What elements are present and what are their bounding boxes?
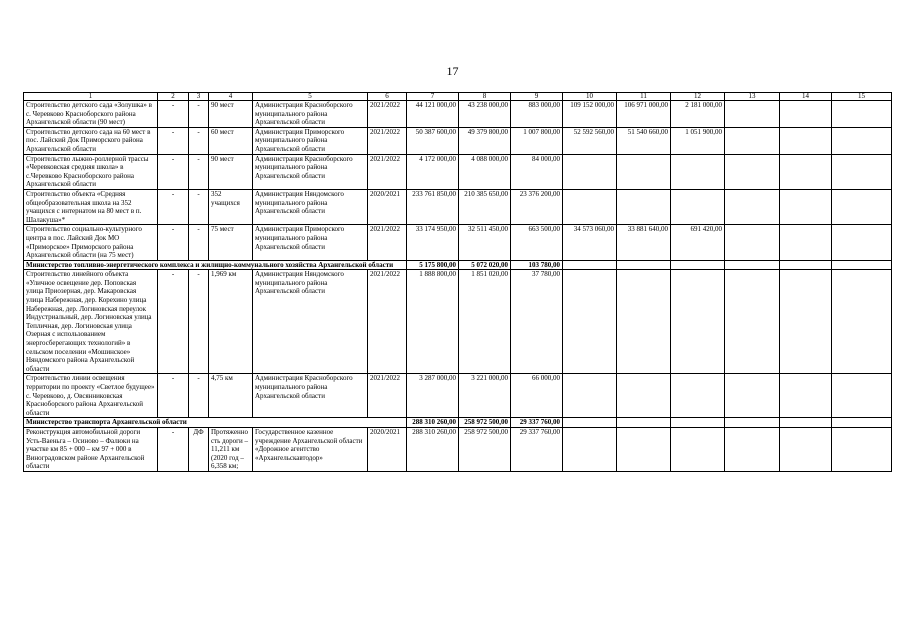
table-cell bbox=[671, 270, 725, 374]
table-cell bbox=[617, 270, 671, 374]
table-cell: - bbox=[189, 127, 209, 154]
table-cell: Строительство лыжно-роллерной трассы «Черевковская средняя школа» в с.Черевково Красноборского района Архангельской области bbox=[24, 154, 158, 189]
table-cell: 883 000,00 bbox=[511, 101, 563, 128]
table-cell: 2020/2021 bbox=[368, 427, 407, 471]
table-row bbox=[24, 189, 892, 224]
section-total-cell: 5 175 800,00 bbox=[407, 260, 459, 270]
section-total-cell: 5 072 020,00 bbox=[459, 260, 511, 270]
table-cell bbox=[832, 427, 892, 471]
table-cell bbox=[563, 189, 617, 224]
table-cell bbox=[725, 374, 780, 418]
table-cell: 3 221 000,00 bbox=[459, 374, 511, 418]
table-cell bbox=[832, 374, 892, 418]
table-cell bbox=[780, 427, 832, 471]
table-cell: 2 181 000,00 bbox=[671, 101, 725, 128]
table-cell: 2021/2022 bbox=[368, 101, 407, 128]
column-number: 9 bbox=[511, 93, 563, 101]
table-cell: Строительство социально-культурного центра в пос. Лайский Док МО «Приморское» Приморского района Архангельской области (на 75 мест) bbox=[24, 225, 158, 260]
table-row bbox=[24, 225, 892, 260]
table-cell bbox=[780, 225, 832, 260]
table-row bbox=[24, 127, 892, 154]
column-number: 11 bbox=[617, 93, 671, 101]
table-cell: - bbox=[158, 189, 189, 224]
section-total-cell bbox=[617, 418, 671, 428]
table-cell: 1 051 900,00 bbox=[671, 127, 725, 154]
table-cell: 29 337 760,00 bbox=[511, 427, 563, 471]
table-cell: 2021/2022 bbox=[368, 127, 407, 154]
table-cell bbox=[671, 374, 725, 418]
table-body bbox=[24, 101, 892, 472]
table-cell bbox=[780, 154, 832, 189]
column-number: 13 bbox=[725, 93, 780, 101]
table-cell: Протяженность дороги – 11,211 км (2020 год – 6,358 км; bbox=[209, 427, 253, 471]
table-cell: 4,75 км bbox=[209, 374, 253, 418]
table-cell: 60 мест bbox=[209, 127, 253, 154]
table-cell: Администрация Няндомского муниципального района Архангельской области bbox=[253, 270, 368, 374]
table-cell bbox=[780, 127, 832, 154]
table-cell: 663 500,00 bbox=[511, 225, 563, 260]
table-cell: 1 851 020,00 bbox=[459, 270, 511, 374]
table-cell: Реконструкция автомобильной дороги Усть-Ваеньга – Осиново – Фалюки на участке км 85 + 000 – км 97 + 000 в Виноградовском районе Архангельской области bbox=[24, 427, 158, 471]
table-cell: 52 592 560,00 bbox=[563, 127, 617, 154]
column-number: 5 bbox=[253, 93, 368, 101]
section-row bbox=[24, 418, 892, 428]
table-cell: 4 172 000,00 bbox=[407, 154, 459, 189]
table-cell bbox=[832, 127, 892, 154]
section-total-cell bbox=[832, 260, 892, 270]
section-total-cell bbox=[725, 260, 780, 270]
section-total-cell bbox=[617, 260, 671, 270]
table-cell: - bbox=[189, 225, 209, 260]
table-cell: 43 238 000,00 bbox=[459, 101, 511, 128]
table-cell: Администрация Приморского муниципального района Архангельской области bbox=[253, 127, 368, 154]
table-cell: Администрация Красноборского муниципального района Архангельской области bbox=[253, 101, 368, 128]
column-number: 8 bbox=[459, 93, 511, 101]
table-cell: - bbox=[158, 101, 189, 128]
table-cell bbox=[563, 270, 617, 374]
table-cell: 34 573 060,00 bbox=[563, 225, 617, 260]
column-number: 14 bbox=[780, 93, 832, 101]
table-cell: 51 540 660,00 bbox=[617, 127, 671, 154]
table-cell bbox=[563, 154, 617, 189]
table-cell: - bbox=[158, 225, 189, 260]
table-cell bbox=[832, 154, 892, 189]
table-cell: 90 мест bbox=[209, 101, 253, 128]
section-total-cell bbox=[780, 260, 832, 270]
section-total-cell: 258 972 500,00 bbox=[459, 418, 511, 428]
table-cell: 49 379 800,00 bbox=[459, 127, 511, 154]
table-cell: 210 385 650,00 bbox=[459, 189, 511, 224]
table-cell: Администрация Няндомского муниципального района Архангельской области bbox=[253, 189, 368, 224]
table-cell: 2021/2022 bbox=[368, 225, 407, 260]
table-cell: Государственное казенное учреждение Архангельской области «Дорожное агентство «Архангельскавтодор» bbox=[253, 427, 368, 471]
table-cell bbox=[671, 154, 725, 189]
table-cell: 90 мест bbox=[209, 154, 253, 189]
table-cell bbox=[725, 270, 780, 374]
table-cell bbox=[780, 270, 832, 374]
table-cell: Строительство линейного объекта «Уличное освещение дер. Поповская улица Приозерная, дер. Макаровская улица Набережная, дер. Корехино улица Набережная, дер. Логиновская переулок Индустриальный, дер. Логиновская улица Тепличная, дер. Логиновская улица Озерная с использованием энергосберегающих технологий» в сельском поселении «Мошинское» Няндомского района Архангельской области bbox=[24, 270, 158, 374]
table-cell: 691 420,00 bbox=[671, 225, 725, 260]
table-cell: ДФ bbox=[189, 427, 209, 471]
section-total-cell bbox=[780, 418, 832, 428]
table-cell: 2020/2021 bbox=[368, 189, 407, 224]
table-row bbox=[24, 154, 892, 189]
table-cell bbox=[725, 101, 780, 128]
table-cell: 288 310 260,00 bbox=[407, 427, 459, 471]
table-cell bbox=[617, 427, 671, 471]
table-cell: - bbox=[189, 189, 209, 224]
table-cell: - bbox=[158, 374, 189, 418]
table-cell: Администрация Красноборского муниципального района Архангельской области bbox=[253, 154, 368, 189]
table-cell: - bbox=[158, 270, 189, 374]
table-cell: Строительство линии освещения территории по проекту «Светлое будущее» с. Черевково, д. Овсянниковская Красноборского района Архангельской области bbox=[24, 374, 158, 418]
section-total-cell bbox=[563, 418, 617, 428]
table-cell: 2021/2022 bbox=[368, 374, 407, 418]
table-cell bbox=[725, 225, 780, 260]
table-cell bbox=[780, 189, 832, 224]
section-title: Министерство топливно-энергетического комплекса и жилищно-коммунального хозяйства Архангельской области bbox=[24, 260, 407, 270]
table-cell bbox=[617, 374, 671, 418]
section-total-cell bbox=[563, 260, 617, 270]
table-cell: 1,969 км bbox=[209, 270, 253, 374]
section-row bbox=[24, 260, 892, 270]
table-cell: 33 881 640,00 bbox=[617, 225, 671, 260]
table-cell bbox=[725, 427, 780, 471]
table-cell: Строительство детского сада «Золушка» в с. Черевково Красноборского района Архангельской области (90 мест) bbox=[24, 101, 158, 128]
section-total-cell: 288 310 260,00 bbox=[407, 418, 459, 428]
section-total-cell: 103 780,00 bbox=[511, 260, 563, 270]
table-row bbox=[24, 427, 892, 471]
table-cell: 2021/2022 bbox=[368, 154, 407, 189]
table-cell bbox=[832, 189, 892, 224]
column-number: 4 bbox=[209, 93, 253, 101]
table-cell: 233 761 850,00 bbox=[407, 189, 459, 224]
table-cell: 66 000,00 bbox=[511, 374, 563, 418]
table-cell bbox=[671, 427, 725, 471]
table-cell: - bbox=[189, 101, 209, 128]
table-cell bbox=[832, 270, 892, 374]
table-cell: - bbox=[158, 154, 189, 189]
table-cell: 4 088 000,00 bbox=[459, 154, 511, 189]
column-number: 3 bbox=[189, 93, 209, 101]
table-cell: 109 152 000,00 bbox=[563, 101, 617, 128]
investment-table bbox=[23, 92, 892, 472]
section-total-cell bbox=[671, 260, 725, 270]
section-total-cell bbox=[725, 418, 780, 428]
table-row bbox=[24, 374, 892, 418]
table-cell bbox=[832, 225, 892, 260]
table-cell bbox=[563, 374, 617, 418]
column-number: 2 bbox=[158, 93, 189, 101]
table-cell: 23 376 200,00 bbox=[511, 189, 563, 224]
table-cell: - bbox=[189, 374, 209, 418]
page-number: 17 bbox=[446, 64, 459, 78]
table-cell: 1 888 800,00 bbox=[407, 270, 459, 374]
table-cell: - bbox=[158, 427, 189, 471]
column-number: 6 bbox=[368, 93, 407, 101]
table-cell: 33 174 950,00 bbox=[407, 225, 459, 260]
table-cell: Администрация Красноборского муниципального района Архангельской области bbox=[253, 374, 368, 418]
table-cell: 50 387 600,00 bbox=[407, 127, 459, 154]
table-cell: Строительство детского сада на 60 мест в пос. Лайский Док Приморского района Архангельской области bbox=[24, 127, 158, 154]
table-cell bbox=[563, 427, 617, 471]
table-cell bbox=[725, 189, 780, 224]
table-cell: - bbox=[189, 154, 209, 189]
table-cell: 84 000,00 bbox=[511, 154, 563, 189]
column-number: 12 bbox=[671, 93, 725, 101]
table-cell: 3 287 000,00 bbox=[407, 374, 459, 418]
table-cell: Строительство объекта «Средняя общеобразовательная школа на 352 учащихся с интернатом на 80 мест в п. Шалакуша»* bbox=[24, 189, 158, 224]
table-cell bbox=[780, 374, 832, 418]
table-cell: 352 учащихся bbox=[209, 189, 253, 224]
table-row bbox=[24, 270, 892, 374]
table-row bbox=[24, 101, 892, 128]
section-total-cell: 29 337 760,00 bbox=[511, 418, 563, 428]
table-header bbox=[24, 93, 892, 101]
table-cell: Администрация Приморского муниципального района Архангельской области bbox=[253, 225, 368, 260]
column-number: 7 bbox=[407, 93, 459, 101]
table-cell: 258 972 500,00 bbox=[459, 427, 511, 471]
table-cell: - bbox=[189, 270, 209, 374]
column-number: 15 bbox=[832, 93, 892, 101]
table-cell: - bbox=[158, 127, 189, 154]
section-title: Министерство транспорта Архангельской области bbox=[24, 418, 407, 428]
table-cell: 75 мест bbox=[209, 225, 253, 260]
table-cell bbox=[617, 154, 671, 189]
table-cell: 1 007 800,00 bbox=[511, 127, 563, 154]
section-total-cell bbox=[671, 418, 725, 428]
column-number: 1 bbox=[24, 93, 158, 101]
table-cell bbox=[617, 189, 671, 224]
table-cell bbox=[725, 127, 780, 154]
column-number: 10 bbox=[563, 93, 617, 101]
table-cell: 37 780,00 bbox=[511, 270, 563, 374]
table-cell bbox=[725, 154, 780, 189]
table-cell: 32 511 450,00 bbox=[459, 225, 511, 260]
table-cell bbox=[832, 101, 892, 128]
section-total-cell bbox=[832, 418, 892, 428]
table-cell bbox=[671, 189, 725, 224]
table-cell: 44 121 000,00 bbox=[407, 101, 459, 128]
table-cell bbox=[780, 101, 832, 128]
table-cell: 2021/2022 bbox=[368, 270, 407, 374]
table-cell: 106 971 000,00 bbox=[617, 101, 671, 128]
